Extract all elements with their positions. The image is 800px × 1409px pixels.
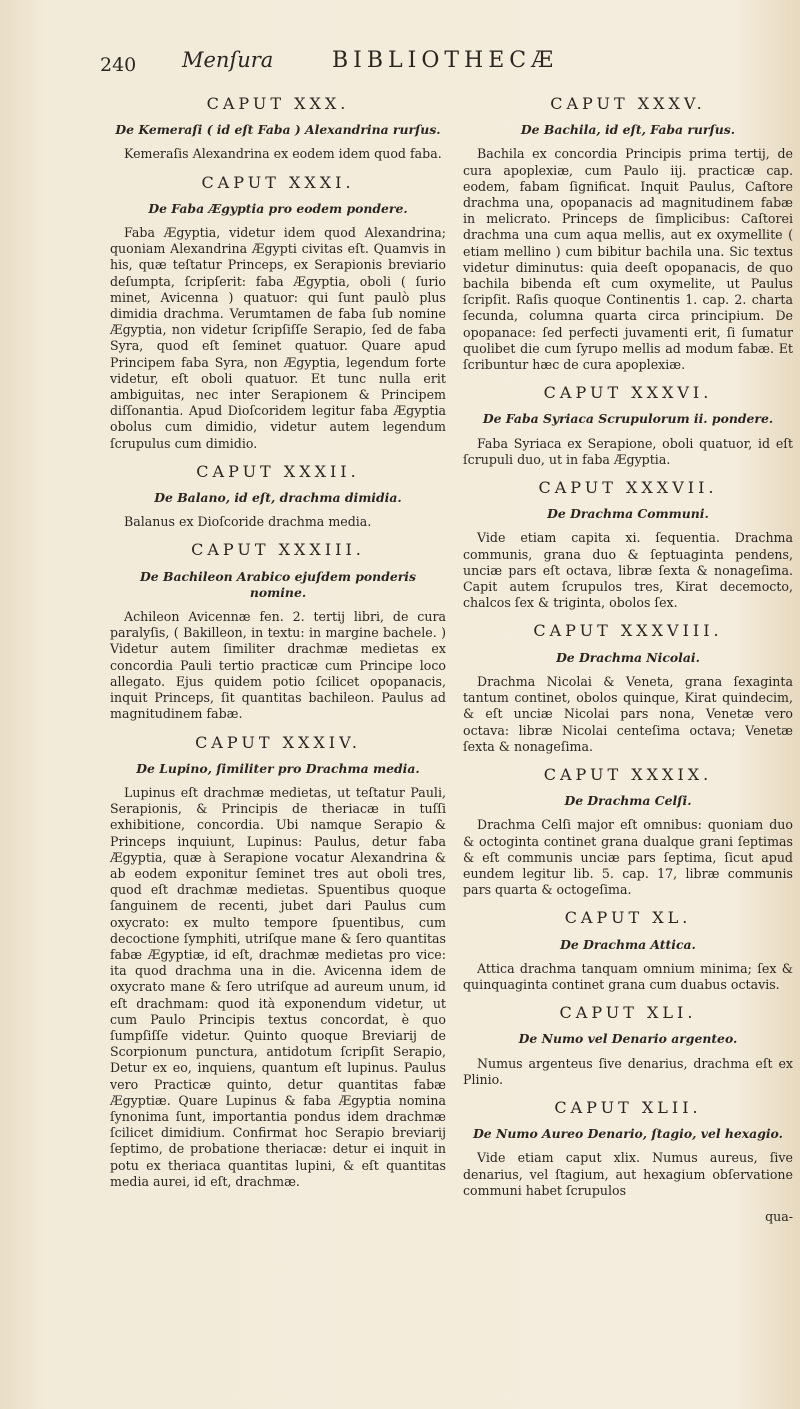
chapter-title: De Drachma Attica. — [560, 936, 696, 952]
chapter-heading: CAPUT XXX. — [206, 94, 350, 113]
chapter-title: De Numo Aureo Denario, ſtagio, vel hexagio. — [473, 1126, 783, 1142]
left-column — [110, 92, 446, 1202]
chapter-text: Drachma Celſi major eſt omnibus: quoniam duo & octoginta continet grana dualque grani ſeptimas & eſt communis unciæ pars ſeptima, ſicut apud eundem legitur lib. 5. cap. 17, libræ communis pars quarta & octogeſima. — [463, 817, 793, 898]
chapter-text: Bachila ex concordia Principis prima tertij, de cura apoplexiæ, cum Paulo iij. practicæ cap. eodem, fabam ſignificat. Inquit Paulus, Caſtore drachma una, opopanacis ad magnitudinem fabæ in melicrato. Princeps de ſimplicibus: Caſtorei drachma una cum aqua mellis, aut ex oxymellite ( etiam mellino ) cum bibitur bachila una. Sic textus videtur diminutus: quia deeſt opopanacis, de quo bachila bibenda eſt cum oxymelite, ut Paulus ſcripſit. Raſis quoque Continentis 1. cap. 2. charta ſecunda, columna quarta circa principium. De opopanace: ſed perfecti juvamenti erit, ſi ſumatur quolibet die cum ſyrupo mellis ad modum fabæ. Et ſcribuntur hæc de cura apoplexiæ. — [463, 146, 793, 373]
chapter-title: De Lupino, ſimiliter pro Drachma media. — [136, 760, 420, 776]
chapter-text: Drachma Nicolai & Veneta, grana ſexaginta tantum continet, obolos quinque, Kirat quindecim, & eſt unciæ Nicolai pars nona, Venetæ vero octava: libræ Nicolai centeſima octava; Venetæ ſexta & nonageſima. — [463, 673, 793, 754]
chapter-title: De Kemeraſi ( id eſt Faba ) Alexandrina rurſus. — [115, 122, 441, 138]
chapter-title: De Drachma Celſi. — [564, 793, 692, 809]
chapter-title: De Bachileon Arabico ejuſdem ponderis nomine. — [140, 568, 416, 600]
running-head: BIBLIOTHECÆ — [332, 48, 559, 73]
chapter-title: De Bachila, id eſt, Faba rurſus. — [520, 122, 736, 138]
chapter-heading: CAPUT XXXIV. — [195, 732, 361, 752]
chapter-text: Balanus ex Dioſcoride drachma media. — [124, 514, 372, 530]
chapter-text: Achileon Avicennæ fen. 2. tertij libri, de cura paralyſis, ( Bakilleon, in textu: in margine bachele. ) Videtur autem ſimiliter drachmæ medietas ex concordia Pauli tertio practicæ cum Principe loco allegato. Ejus quidem potio ſcilicet opopanacis, inquit Princeps, ſit quantitas bachileon. Paulus ad magnitudinem fabæ. — [110, 609, 446, 722]
chapter-heading: CAPUT XXXVIII. — [533, 621, 723, 641]
chapter-heading: CAPUT XXXVII. — [538, 478, 718, 498]
chapter-title: De Balano, id eſt, drachma dimidia. — [154, 490, 402, 506]
chapter-section — [110, 96, 446, 163]
chapter-heading: CAPUT XLII. — [554, 1097, 702, 1117]
chapter-section — [463, 1097, 793, 1199]
chapter-text: Lupinus eſt drachmæ medietas, ut teſtatur Pauli, Serapionis, & Principis de theriacæ in tuſſi exhibitione, concordia. Ubi namque Serapio & Princeps inquiunt, Lupinus: Paulus, detur faba Ægyptia, quæ à Serapione vocatur Alexandrina & ab eodem exponitur ſeminet tres aut oboli tres, quod eſt drachmæ medietas. Spuentibus quoque ſanguinem de recenti, jubet dari Paulus cum oxycrato: ex multo tempore ſpuentibus, cum decoctione ſymphiti, utriſque mane & ſero quantitas fabæ Ægyptiæ, id eſt, drachmæ medietas pro vice: ita quod drachma una in die. Avicenna idem de oxycrato mane & ſero utriſque ad aureum unum, id eſt drachmam: quod ità exponendum videtur, ut cum Paulo Principis textus concordat, è quo ſumpſiſſe videtur. Quinto quoque Breviarij de Scorpionum punctura, antidotum ſcripſit Serapio, Detur ex eo, inquiens, quantum eſt lupinus. Paulus vero Practicæ quinto, detur quantitas fabæ Ægyptiæ. Quare Lupinus & faba Ægyptia nomina ſynonima ſunt, importantia pondus idem drachmæ ſcilicet dimidium. Confirmat hoc Serapio breviarij ſeptimo, de probatione theriacæ: detur ei inquit in potu ex theriaca quantitas lupini, & eſt quantitas media aurei, id eſt, drachmæ. — [110, 784, 446, 1189]
chapter-title: De Faba Syriaca Scrupulorum ii. pondere. — [482, 411, 774, 427]
chapter-text: Vide etiam caput xlix. Numus aureus, ſive denarius, vel ſtagium, aut hexagium obſervatione communi habet ſcrupulos — [463, 1150, 793, 1198]
chapter-heading: CAPUT XXXIII. — [191, 540, 365, 560]
chapter-heading: CAPUT XXXII. — [196, 461, 360, 481]
chapter-section — [110, 542, 446, 722]
chapter-title: De Drachma Nicolai. — [556, 649, 700, 665]
chapter-section — [463, 480, 793, 611]
chapter-text: Faba Ægyptia, videtur idem quod Alexandrina; quoniam Alexandrina Ægypti civitas eſt. Quamvis in his, quæ teſtatur Princeps, ex Serapionis breviario deſumpta, ſcripſerit: faba Ægyptia, oboli ( ſurio minet, Avicenna ) quatuor: qui ſunt paulò plus dimidia drachma. Verumtamen de faba ſub nomine Ægyptia, non videtur ſcripſiſſe Serapio, ſed de faba Syra, quod eſt ſeminet quatuor. Quare apud Principem faba Syra, non Ægyptia, legendum forte videtur, eſt oboli quatuor. Et tunc nulla erit ambiguitas, nec inter Serapionem & Principem diſſonantia. Apud Dioſcoridem legitur faba Ægyptia obolus cum dimidio, videtur autem legendum ſcrupulus cum dimidio. — [110, 225, 446, 451]
chapter-section — [110, 732, 446, 1190]
chapter-heading: CAPUT XXXVI. — [543, 383, 713, 403]
chapter-heading: CAPUT XXXI. — [201, 172, 355, 192]
page-header — [100, 48, 760, 88]
chapter-title: De Faba Ægyptia pro eodem pondere. — [148, 200, 408, 216]
page-number: 240 — [100, 54, 137, 76]
catchword: qua- — [765, 1208, 793, 1224]
chapter-text: Vide etiam capita xi. ſequentia. Drachma communis, grana duo & ſeptuaginta pendens, unciæ pars eſt octava, libræ ſexta & nonageſima. Capit autem ſcrupulos tres, Kirat decemocto, chalcos ſex & triginta, obolos ſex. — [463, 530, 793, 611]
chapter-section — [463, 96, 793, 373]
chapter-heading: CAPUT XLI. — [559, 1003, 697, 1023]
chapter-text: Numus argenteus ſive denarius, drachma eſt ex Plinio. — [463, 1055, 793, 1087]
chapter-text: Kemeraſis Alexandrina ex eodem idem quod faba. — [124, 146, 442, 162]
chapter-section — [463, 910, 793, 993]
chapter-section — [463, 385, 793, 468]
chapter-section — [110, 172, 446, 452]
chapter-text: Attica drachma tanquam omnium minima; ſex & quinquaginta continet grana cum duabus octavis. — [463, 960, 793, 992]
chapter-heading: CAPUT XXXV. — [550, 94, 706, 113]
chapter-section — [463, 1005, 793, 1088]
signature-word: Menſura — [182, 48, 274, 72]
chapter-heading: CAPUT XXXIX. — [543, 764, 713, 784]
chapter-heading: CAPUT XL. — [564, 908, 692, 928]
chapter-section — [463, 764, 793, 898]
chapter-section — [463, 623, 793, 754]
chapter-text: Faba Syriaca ex Serapione, oboli quatuor, id eſt ſcrupuli duo, ut in faba Ægyptia. — [463, 435, 793, 467]
chapter-title: De Numo vel Denario argenteo. — [518, 1031, 738, 1047]
right-column — [463, 92, 793, 1225]
chapter-title: De Drachma Communi. — [547, 506, 709, 522]
chapter-section — [110, 461, 446, 531]
